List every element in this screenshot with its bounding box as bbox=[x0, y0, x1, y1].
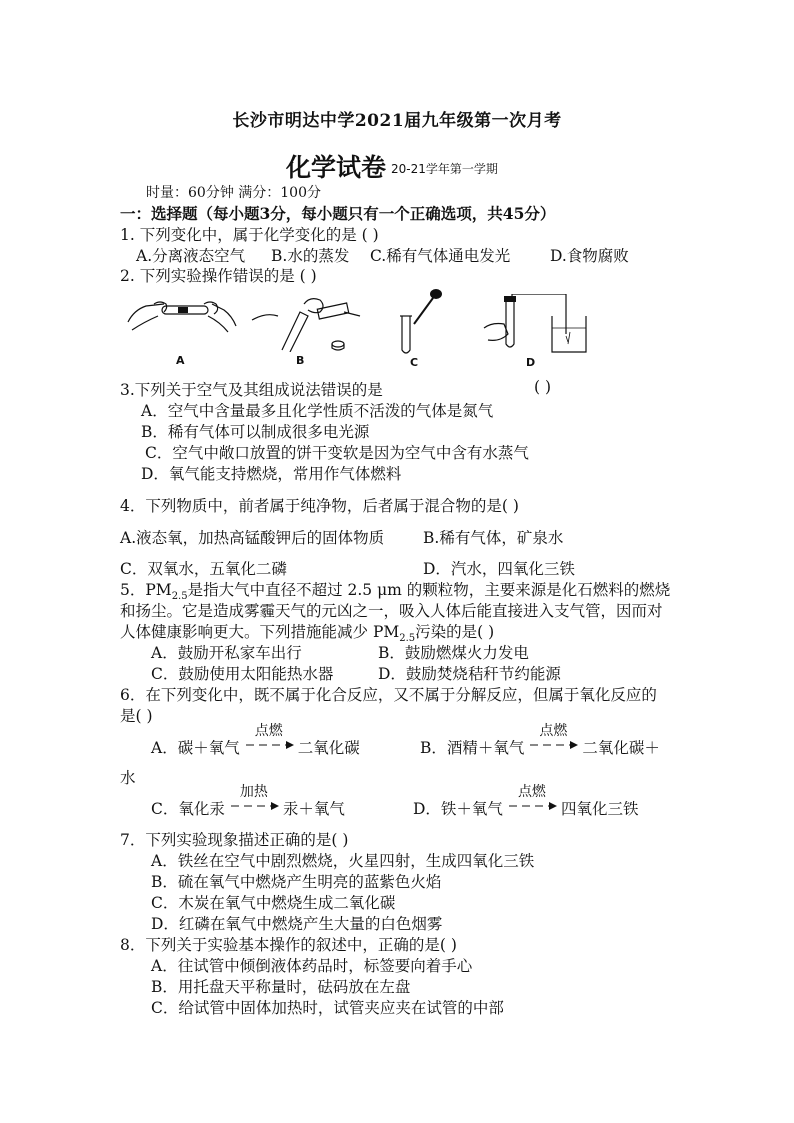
q6-line2: 是( ) bbox=[120, 707, 153, 725]
q3-option-a: A．空气中含量最多且化学性质不活泼的气体是氮气 bbox=[141, 402, 494, 420]
q6-option-b: B．酒精＋氧气 点燃 二氧化碳＋ bbox=[420, 723, 660, 757]
q3-stem: 3.下列关于空气及其组成说法错误的是 bbox=[120, 381, 383, 399]
q8-option-a: A．往试管中倾倒液体药品时，标签要向着手心 bbox=[151, 957, 473, 975]
q5-option-c: C．鼓励使用太阳能热水器 bbox=[151, 665, 334, 683]
q6-option-b-continued: 水 bbox=[120, 769, 136, 787]
q2-figure-c bbox=[392, 286, 452, 358]
q6-option-c: C．氧化汞 加热 汞＋氧气 bbox=[151, 784, 345, 818]
q5-line2: 和扬尘。它是造成雾霾天气的元凶之一，吸入人体后能直接进入支气管，因而对 bbox=[120, 602, 663, 620]
q2-figure-a bbox=[124, 292, 239, 340]
q1-option-a: A.分离液态空气 bbox=[136, 247, 246, 265]
q3-option-b: B．稀有气体可以制成很多电光源 bbox=[141, 423, 370, 441]
q4-stem: 4．下列物质中，前者属于纯净物，后者属于混合物的是( ) bbox=[120, 497, 519, 515]
section-heading: 一：选择题（每小题3分，每小题只有一个正确选项，共45分） bbox=[120, 204, 556, 223]
q2-label-b: B bbox=[296, 354, 305, 367]
q4-option-b: B.稀有气体，矿泉水 bbox=[423, 529, 564, 547]
q2-figure-d bbox=[482, 294, 592, 356]
q2-stem: 2. 下列实验操作错误的是 ( ) bbox=[120, 267, 317, 285]
exam-meta: 时量：60分钟 满分：100分 bbox=[146, 185, 321, 201]
q7-option-d: D．红磷在氧气中燃烧产生大量的白色烟雾 bbox=[151, 915, 443, 933]
q7-option-c: C．木炭在氧气中燃烧生成二氧化碳 bbox=[151, 894, 396, 912]
q3-option-d: D．氧气能支持燃烧，常用作气体燃料 bbox=[141, 465, 402, 483]
q3-answer-paren: ( ) bbox=[534, 378, 552, 396]
q5-line1: 5．$PM_{2.5}$是指大气中直径不超过 2.5 μm 的颗粒物，主要来源是化石燃料的燃烧 bbox=[120, 581, 671, 603]
q2-figure-b bbox=[248, 290, 363, 352]
q5-option-b: B．鼓励燃煤火力发电 bbox=[378, 644, 529, 662]
q6-line1: 6．在下列变化中，既不属于化合反应，又不属于分解反应，但属于氧化反应的 bbox=[120, 686, 657, 704]
q5-line3: 人体健康影响更大。下列措施能减少 $PM_{2.5}$污染的是( ) bbox=[120, 623, 495, 645]
q6-option-a: A．碳＋氧气 点燃 二氧化碳 bbox=[151, 723, 360, 757]
q8-stem: 8．下列关于实验基本操作的叙述中，正确的是( ) bbox=[120, 936, 457, 954]
q7-stem: 7．下列实验现象描述正确的是( ) bbox=[120, 831, 349, 849]
q2-label-a: A bbox=[176, 354, 185, 367]
paper-term: 20-21学年第一学期 bbox=[391, 162, 498, 176]
q4-option-c: C．双氧水，五氧化二磷 bbox=[120, 560, 287, 578]
q5-option-a: A．鼓励开私家车出行 bbox=[151, 644, 302, 662]
q2-label-d: D bbox=[526, 356, 536, 369]
q7-option-a: A．铁丝在空气中剧烈燃烧，火星四射，生成四氧化三铁 bbox=[151, 852, 535, 870]
q3-option-c: C．空气中敞口放置的饼干变软是因为空气中含有水蒸气 bbox=[145, 444, 529, 462]
q2-label-c: C bbox=[410, 356, 419, 369]
q7-option-b: B．硫在氧气中燃烧产生明亮的蓝紫色火焰 bbox=[151, 873, 442, 891]
q5-option-d: D．鼓励焚烧秸秆节约能源 bbox=[378, 665, 561, 683]
q1-stem: 1. 下列变化中，属于化学变化的是 ( ) bbox=[120, 226, 379, 244]
paper-title: 化学试卷 bbox=[286, 153, 387, 182]
q1-option-d: D.食物腐败 bbox=[550, 247, 629, 265]
q6-option-d: D．铁＋氧气 点燃 四氧化三铁 bbox=[413, 784, 639, 818]
q8-option-b: B．用托盘天平称量时，砝码放在左盘 bbox=[151, 978, 411, 996]
q1-option-c: C.稀有气体通电发光 bbox=[370, 247, 511, 265]
q4-option-a: A.液态氧，加热高锰酸钾后的固体物质 bbox=[120, 529, 385, 547]
q1-option-b: B.水的蒸发 bbox=[271, 247, 350, 265]
q4-option-d: D．汽水，四氧化三铁 bbox=[423, 560, 575, 578]
q8-option-c: C．给试管中固体加热时，试管夹应夹在试管的中部 bbox=[151, 999, 504, 1017]
school-title: 长沙市明达中学2021届九年级第一次月考 bbox=[232, 111, 562, 131]
